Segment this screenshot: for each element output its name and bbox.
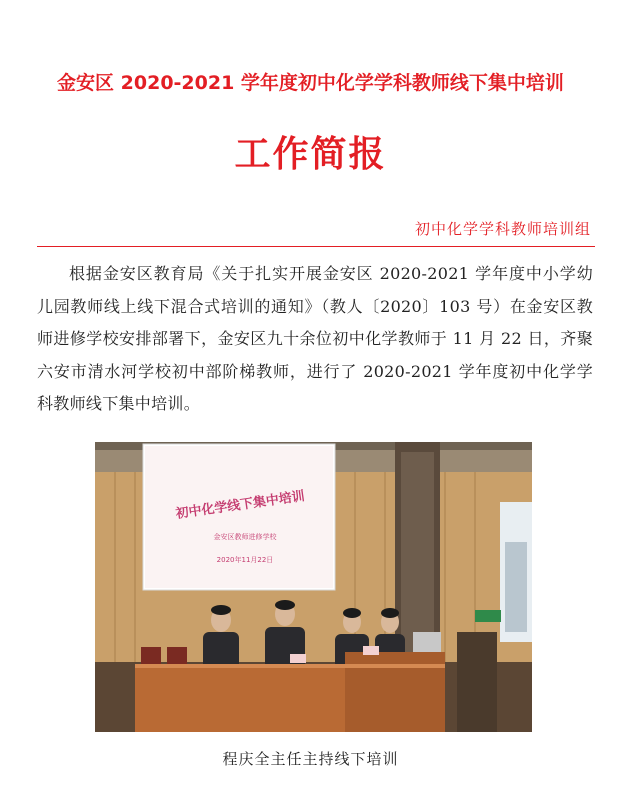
- slide-date: 2020年11月22日: [216, 556, 274, 564]
- page-title: 工作简报: [234, 134, 387, 175]
- training-photo: [95, 442, 532, 732]
- body-paragraph: 根据金安区教育局《关于扎实开展金安区 2020-2021 学年度中小学幼儿园教师线上线下混合式培训的通知》（教人〔2020〕103 号）在金安区教师进修学校安排部署下，金安区九十余位初中化学教师于 11 月 22 日，齐聚六安市清水河学校初中部阶梯教师，进行了 2020-2021 学年度初中化学学科教师线下集中培训。: [37, 264, 593, 413]
- slide-subtitle: 金安区教师进修学校: [213, 533, 277, 541]
- slide-title: 初中化学线下集中培训: [174, 489, 306, 522]
- org-label: 初中化学学科教师培训组: [414, 220, 591, 238]
- event-title: 金安区 2020-2021 学年度初中化学学科教师线下集中培训: [57, 72, 564, 94]
- divider-rule: [37, 246, 595, 247]
- photo-caption: 程庆全主任主持线下培训: [222, 750, 399, 768]
